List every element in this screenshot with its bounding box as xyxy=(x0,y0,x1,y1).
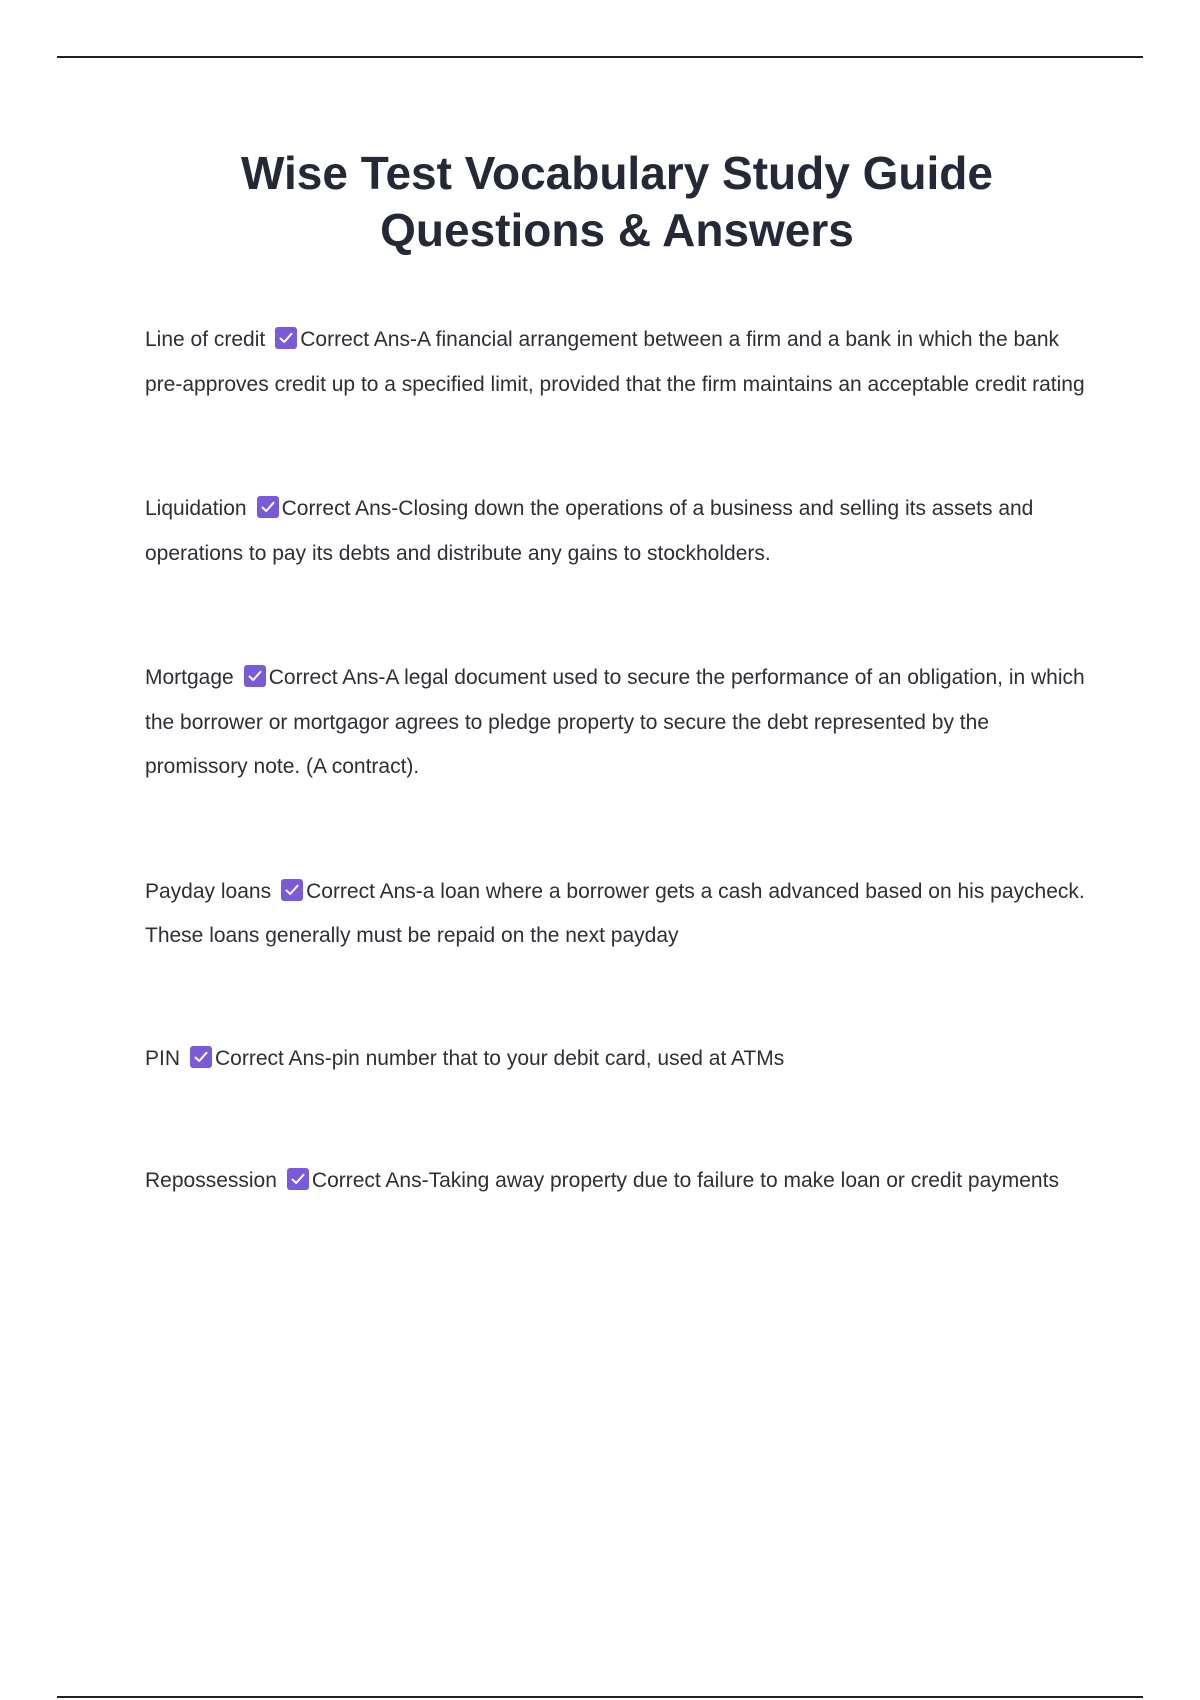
entry-term: Line of credit xyxy=(145,328,266,351)
answer-prefix: Correct Ans- xyxy=(300,328,417,351)
answer-prefix: Correct Ans- xyxy=(281,497,399,520)
entry-answer: A financial arrangement between a firm and a bank in which the bank pre-approves credit up to a specified limit, provided that the firm maintains an acceptable credit rating xyxy=(145,328,1085,396)
entry-term: Liquidation xyxy=(145,497,247,520)
answer-prefix: Correct Ans- xyxy=(306,879,423,903)
entry-answer: pin number that to your debit card, used at ATMs xyxy=(331,1046,785,1070)
entry-answer: a loan where a borrower gets a cash advanced based on his paycheck. These loans generally must be repaid on the next payday xyxy=(145,879,1085,947)
checkbox-checked-icon xyxy=(275,327,297,349)
entry-term: Mortgage xyxy=(145,666,234,689)
title-line-2: Questions & Answers xyxy=(380,204,854,256)
entry-term: Repossession xyxy=(145,1169,277,1192)
checkbox-checked-icon xyxy=(281,879,303,901)
vocabulary-entry xyxy=(145,318,1085,407)
vocabulary-entry xyxy=(145,1037,1085,1082)
answer-prefix: Correct Ans- xyxy=(268,666,386,689)
answer-prefix: Correct Ans- xyxy=(311,1169,429,1192)
entry-term: Payday loans xyxy=(145,879,272,903)
entry-answer: Closing down the operations of a business and selling its assets and operations to pay its debts and distribute any gains to stockholders. xyxy=(145,497,1034,565)
entry-answer: A legal document used to secure the performance of an obligation, in which the borrower or mortgagor agrees to pledge property to secure the debt represented by the promissory note. (A contract). xyxy=(145,666,1085,778)
entry-term: PIN xyxy=(145,1046,181,1070)
top-rule xyxy=(57,56,1143,58)
checkbox-checked-icon xyxy=(287,1168,309,1190)
vocabulary-entry xyxy=(145,1159,1085,1204)
title-line-1: Wise Test Vocabulary Study Guide xyxy=(241,147,993,199)
vocabulary-entry xyxy=(145,870,1085,959)
vocabulary-entry xyxy=(145,656,1085,790)
bottom-rule xyxy=(57,1696,1143,1698)
answer-prefix: Correct Ans- xyxy=(215,1046,332,1070)
vocabulary-entry xyxy=(145,487,1085,576)
checkbox-checked-icon xyxy=(190,1046,212,1068)
entry-answer: Taking away property due to failure to make loan or credit payments xyxy=(428,1169,1059,1192)
vocabulary-list xyxy=(145,318,1085,1284)
page-title xyxy=(100,145,1134,259)
checkbox-checked-icon xyxy=(244,665,266,687)
checkbox-checked-icon xyxy=(257,496,279,518)
